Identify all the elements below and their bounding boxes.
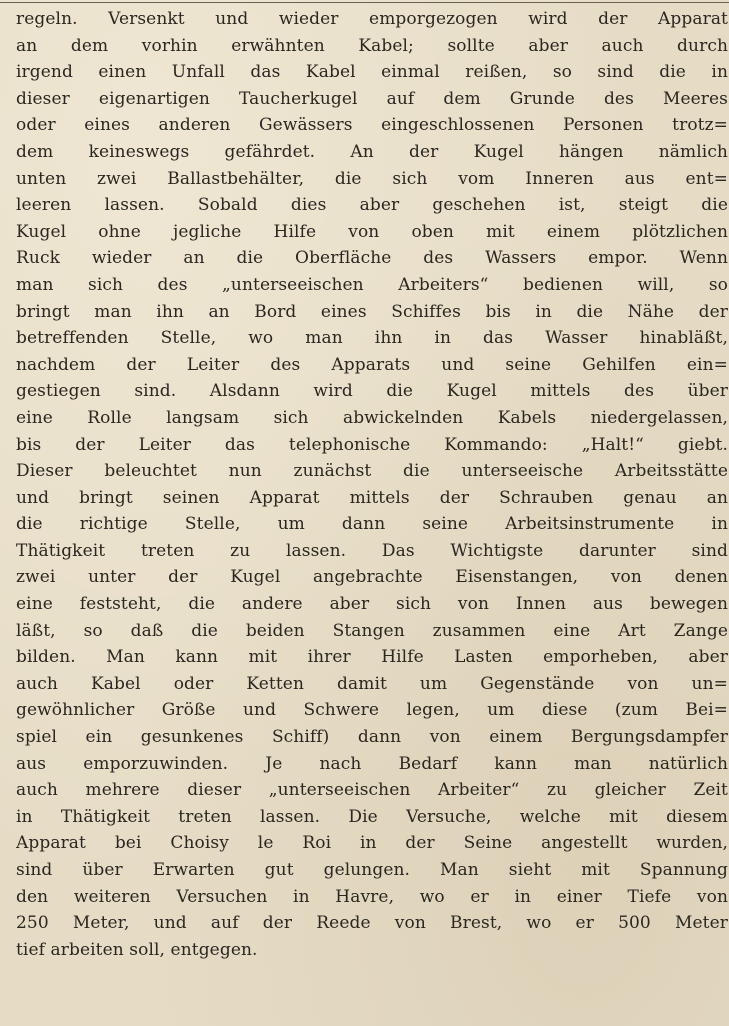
text-line: gestiegen sind. Alsdann wird die Kugel mittels des über — [16, 381, 728, 402]
text-line: irgend einen Unfall das Kabel einmal reißen, so sind die in — [16, 62, 728, 83]
text-line: den weiteren Versuchen in Havre, wo er in einer Tiefe von — [16, 886, 728, 907]
text-line: Kugel ohne jegliche Hilfe von oben mit einem plötzlichen — [16, 221, 728, 242]
text-line: leeren lassen. Sobald dies aber geschehen ist, steigt die — [16, 195, 728, 216]
text-line: bis der Leiter das telephonische Kommando: „Halt!“ giebt. — [16, 434, 728, 455]
text-line: spiel ein gesunkenes Schiff) dann von einem Bergungsdampfer — [16, 727, 728, 748]
text-line: auch mehrere dieser „unterseeischen Arbeiter“ zu gleicher Zeit — [16, 780, 728, 801]
text-line: tief arbeiten soll, entgegen. — [16, 939, 258, 960]
text-line: dem keineswegs gefährdet. An der Kugel hängen nämlich — [16, 141, 728, 162]
text-line: auch Kabel oder Ketten damit um Gegenstände von un= — [16, 673, 728, 694]
text-line: Apparat bei Choisy le Roi in der Seine angestellt wurden, — [16, 833, 728, 854]
text-line: zwei unter der Kugel angebrachte Eisenstangen, von denen — [16, 567, 728, 588]
text-line: betreffenden Stelle, wo man ihn in das Wasser hinabläßt, — [16, 328, 728, 349]
text-line: eine Rolle langsam sich abwickelnden Kabels niedergelassen, — [16, 407, 728, 428]
text-line: an dem vorhin erwähnten Kabel; sollte aber auch durch — [16, 35, 728, 56]
text-line: gewöhnlicher Größe und Schwere legen, um diese (zum Bei= — [16, 700, 728, 721]
text-line: 250 Meter, und auf der Reede von Brest, wo er 500 Meter — [16, 913, 728, 934]
text-line: oder eines anderen Gewässers eingeschlossenen Personen trotz= — [16, 115, 728, 136]
text-line: unten zwei Ballastbehälter, die sich vom Inneren aus ent= — [16, 168, 728, 189]
text-line: in Thätigkeit treten lassen. Die Versuche, welche mit diesem — [16, 806, 728, 827]
text-line: man sich des „unterseeischen Arbeiters“ bedienen will, so — [16, 274, 728, 295]
text-line: bilden. Man kann mit ihrer Hilfe Lasten emporheben, aber — [16, 647, 728, 668]
text-line: nachdem der Leiter des Apparats und seine Gehilfen ein= — [16, 354, 728, 375]
text-line: bringt man ihn an Bord eines Schiffes bis in die Nähe der — [16, 301, 728, 322]
text-line: und bringt seinen Apparat mittels der Schrauben genau an — [16, 487, 728, 508]
text-line: Thätigkeit treten zu lassen. Das Wichtigste darunter sind — [16, 540, 728, 561]
text-line: dieser eigenartigen Taucherkugel auf dem Grunde des Meeres — [16, 88, 728, 109]
text-line: sind über Erwarten gut gelungen. Man sieht mit Spannung — [16, 860, 728, 880]
text-line: aus emporzuwinden. Je nach Bedarf kann man natürlich — [16, 753, 728, 774]
text-line: regeln. Versenkt und wieder emporgezogen wird der Apparat — [16, 9, 728, 29]
text-line: Ruck wieder an die Oberfläche des Wassers empor. Wenn — [16, 248, 728, 269]
text-line: die richtige Stelle, um dann seine Arbeitsinstrumente in — [16, 514, 728, 535]
article-text — [16, 6, 728, 963]
text-line: Dieser beleuchtet nun zunächst die unterseeische Arbeitsstätte — [16, 461, 728, 482]
text-line: läßt, so daß die beiden Stangen zusammen eine Art Zange — [16, 620, 728, 641]
top-rule — [0, 2, 729, 3]
text-line: eine feststeht, die andere aber sich von Innen aus bewegen — [16, 594, 728, 615]
